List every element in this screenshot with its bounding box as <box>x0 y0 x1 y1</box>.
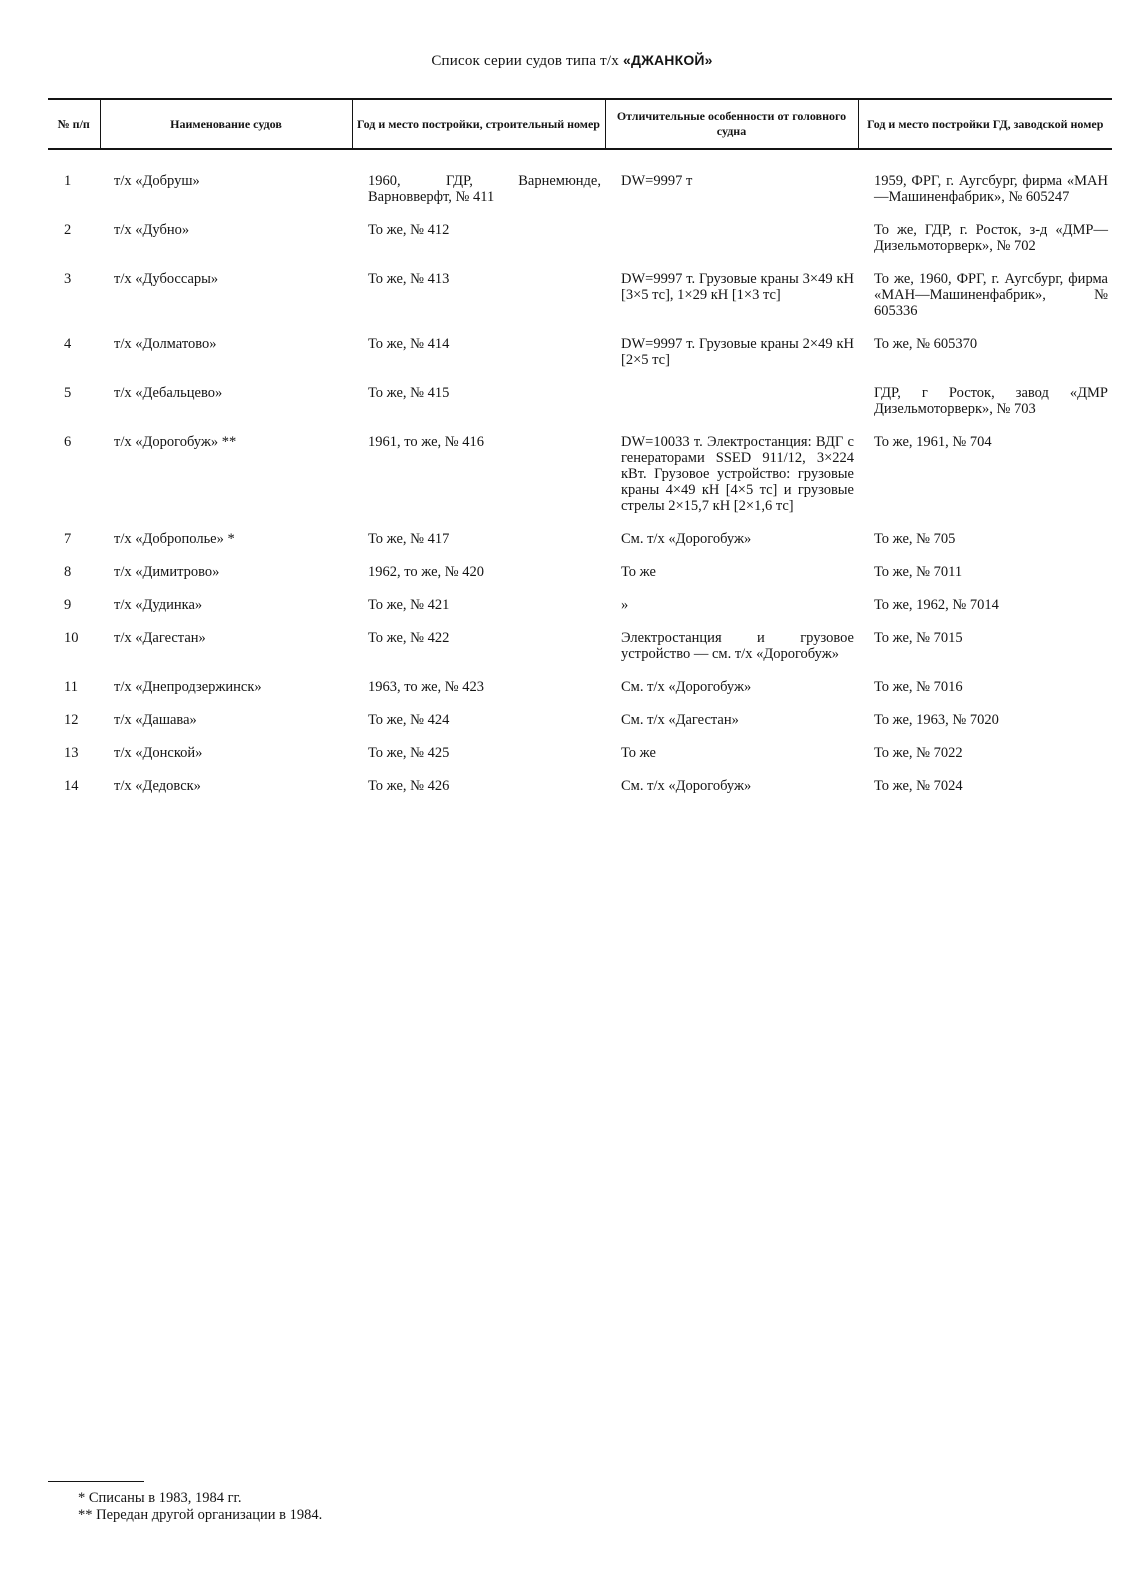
table-row <box>48 222 1112 254</box>
header-built: Год и место постройки, строительный номер <box>352 99 605 149</box>
engine-info: То же, 1963, № 7020 <box>874 712 999 728</box>
built-info: То же, № 414 <box>368 336 450 352</box>
built-info: То же, № 412 <box>368 222 450 238</box>
table-row <box>48 679 1112 695</box>
built-info: То же, № 426 <box>368 778 450 794</box>
engine-info: То же, № 7024 <box>874 778 963 794</box>
ship-type-name: «ДЖАНКОЙ» <box>622 52 713 68</box>
footnote-divider <box>48 1481 144 1482</box>
row-number: 10 <box>64 630 79 646</box>
engine-info: То же, 1960, ФРГ, г. Аугсбург, фирма «МАН—Машиненфабрик», № 605336 <box>874 271 1108 319</box>
built-info: То же, № 425 <box>368 745 450 761</box>
built-info: То же, № 422 <box>368 630 450 646</box>
table-row <box>48 271 1112 319</box>
built-info: То же, № 413 <box>368 271 450 287</box>
engine-info: То же, № 705 <box>874 531 956 547</box>
row-number: 6 <box>64 434 72 450</box>
row-number: 1 <box>64 173 72 189</box>
ship-name: т/х «Дашава» <box>114 712 197 728</box>
engine-info: То же, 1962, № 7014 <box>874 597 999 613</box>
features-info: » <box>621 597 629 613</box>
built-info: То же, № 421 <box>368 597 450 613</box>
table-title <box>0 52 1144 70</box>
ship-name: т/х «Долматово» <box>114 336 217 352</box>
row-number: 14 <box>64 778 79 794</box>
features-info: См. т/х «Дорогобуж» <box>621 531 752 547</box>
ship-name: т/х «Дедовск» <box>114 778 201 794</box>
engine-info: То же, № 7022 <box>874 745 963 761</box>
row-number: 9 <box>64 597 72 613</box>
ship-name: т/х «Днепродзержинск» <box>114 679 262 695</box>
features-info: См. т/х «Дорогобуж» <box>621 778 752 794</box>
features-info: То же <box>621 745 656 761</box>
ship-name: т/х «Доброполье» * <box>114 531 235 547</box>
ship-name: т/х «Дорогобуж» ** <box>114 434 237 450</box>
table-row <box>48 385 1112 417</box>
engine-info: То же, ГДР, г. Росток, з-д «ДМР—Дизельмоторверк», № 702 <box>874 222 1108 254</box>
built-info: То же, № 424 <box>368 712 450 728</box>
row-number: 3 <box>64 271 72 287</box>
engine-info: То же, 1961, № 704 <box>874 434 992 450</box>
ship-name: т/х «Дебальцево» <box>114 385 223 401</box>
row-number: 13 <box>64 745 79 761</box>
table-row <box>48 778 1112 794</box>
features-info: Электростанция и грузовое устройство — см. т/х «Дорогобуж» <box>621 630 854 662</box>
footnotes <box>78 1490 322 1524</box>
table-row <box>48 149 1112 205</box>
ship-name: т/х «Дубоссары» <box>114 271 219 287</box>
built-info: То же, № 415 <box>368 385 450 401</box>
footnote-written-off: * Списаны в 1983, 1984 гг. <box>78 1490 242 1506</box>
features-info <box>605 385 858 417</box>
built-info: 1963, то же, № 423 <box>368 679 484 695</box>
features-info: См. т/х «Дагестан» <box>621 712 739 728</box>
table-row <box>48 336 1112 368</box>
features-info: DW=9997 т. Грузовые краны 3×49 кН [3×5 тс], 1×29 кН [1×3 тс] <box>621 271 854 303</box>
ship-name: т/х «Дагестан» <box>114 630 206 646</box>
ship-name: т/х «Донской» <box>114 745 203 761</box>
built-info: То же, № 417 <box>368 531 450 547</box>
header-row <box>48 99 1112 149</box>
engine-info: То же, № 7015 <box>874 630 963 646</box>
table-row <box>48 531 1112 547</box>
table-row <box>48 564 1112 580</box>
header-engine: Год и место постройки ГД, заводской номер <box>858 99 1112 149</box>
table-row <box>48 434 1112 514</box>
row-number: 11 <box>64 679 78 695</box>
built-info: 1960, ГДР, Варнемюнде, Варновверфт, № 411 <box>368 173 601 205</box>
engine-info: 1959, ФРГ, г. Аугсбург, фирма «МАН—Машиненфабрик», № 605247 <box>874 173 1108 205</box>
header-features: Отличительные особенности от головного судна <box>605 99 858 149</box>
engine-info: То же, № 7016 <box>874 679 963 695</box>
features-info: DW=9997 т. Грузовые краны 2×49 кН [2×5 тс] <box>621 336 854 368</box>
row-number: 12 <box>64 712 79 728</box>
table-title-prefix: Список серии судов типа т/х <box>431 53 623 69</box>
row-number: 7 <box>64 531 72 547</box>
ship-name: т/х «Димитрово» <box>114 564 220 580</box>
table-row <box>48 630 1112 662</box>
row-number: 4 <box>64 336 72 352</box>
features-info: DW=9997 т <box>621 173 693 189</box>
footnote-transferred: ** Передан другой организации в 1984. <box>78 1507 323 1523</box>
built-info: 1962, то же, № 420 <box>368 564 484 580</box>
engine-info: ГДР, г Росток, завод «ДМР Дизельмоторверк», № 703 <box>874 385 1108 417</box>
ship-series-table <box>48 98 1112 794</box>
header-number: № п/п <box>48 99 100 149</box>
row-number: 8 <box>64 564 72 580</box>
ship-name: т/х «Добруш» <box>114 173 200 189</box>
built-info: 1961, то же, № 416 <box>368 434 484 450</box>
table-row <box>48 597 1112 613</box>
table-row <box>48 745 1112 761</box>
features-info: DW=10033 т. Электростанция: ВДГ с генераторами SSED 911/12, 3×224 кВт. Грузовое устройство: грузовые краны 4×49 кН [4×5 тс] и грузовые стрелы 2×15,7 кН [2×1,6 тс] <box>621 434 854 514</box>
features-info: См. т/х «Дорогобуж» <box>621 679 752 695</box>
ship-name: т/х «Дудинка» <box>114 597 203 613</box>
ship-name: т/х «Дубно» <box>114 222 190 238</box>
engine-info: То же, № 7011 <box>874 564 963 580</box>
header-ship-name: Наименование судов <box>100 99 352 149</box>
row-number: 2 <box>64 222 72 238</box>
table-row <box>48 712 1112 728</box>
features-info: То же <box>621 564 656 580</box>
row-number: 5 <box>64 385 72 401</box>
engine-info: То же, № 605370 <box>874 336 978 352</box>
features-info <box>605 222 858 254</box>
